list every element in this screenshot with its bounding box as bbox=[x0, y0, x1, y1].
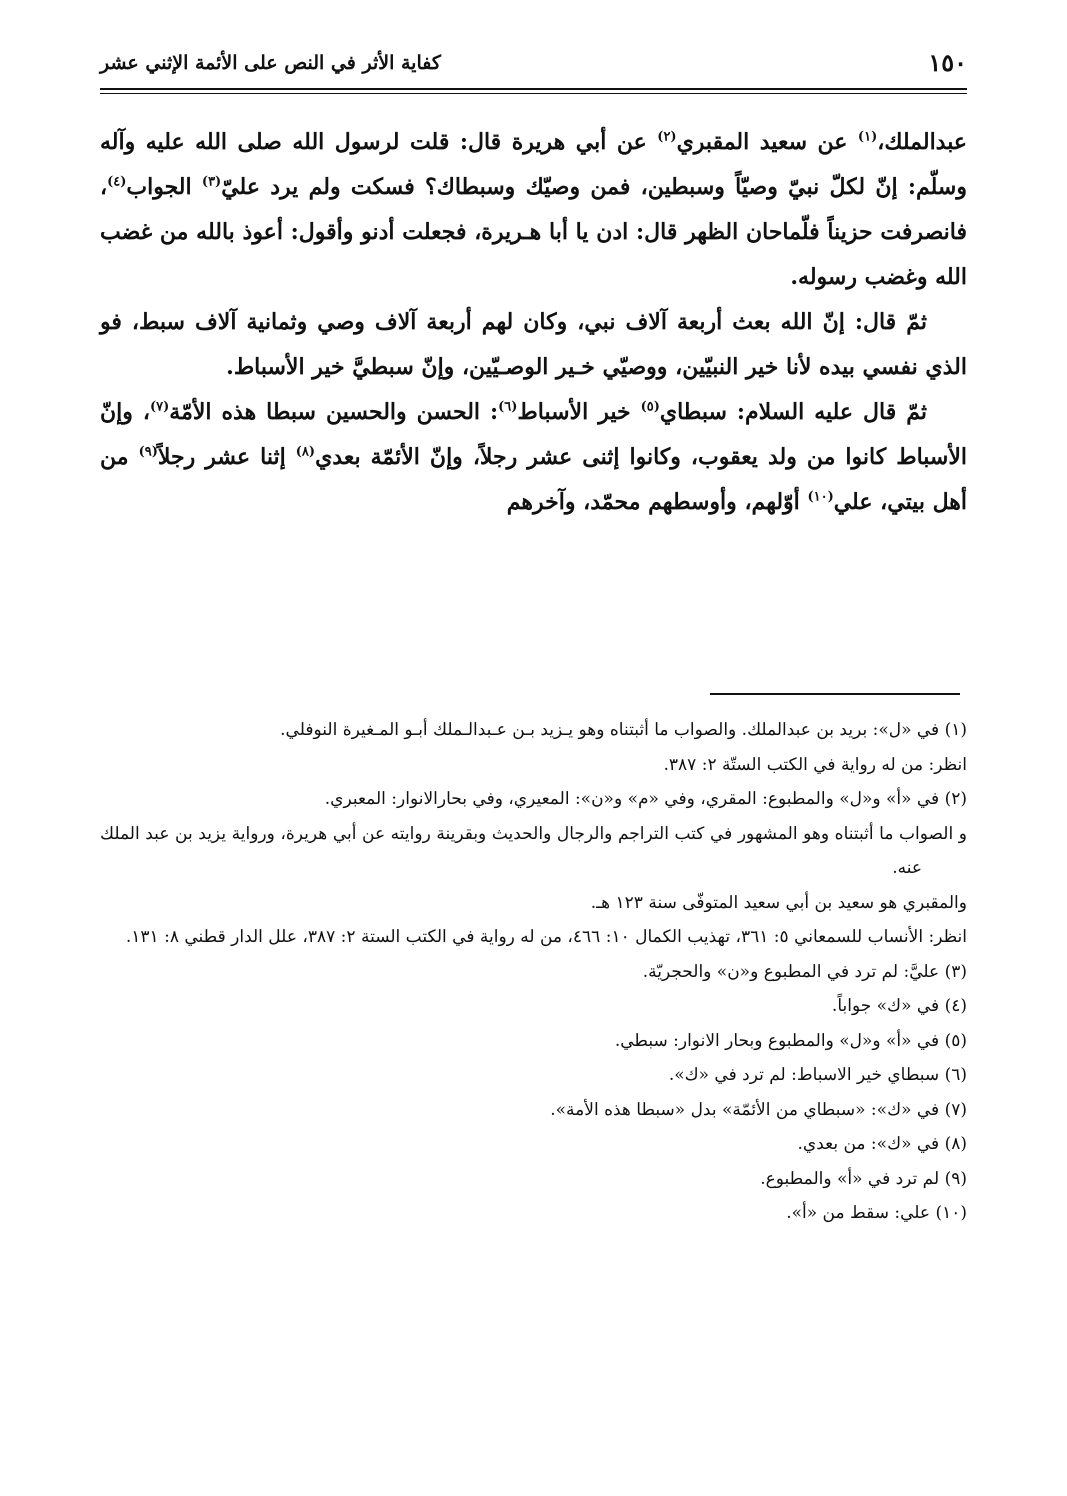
footnote-reference: (١٠) bbox=[807, 489, 834, 505]
body-text: ، وإنّ الأسباط كانوا من ولد يعقوب، وكانوا إثنى عشر رجلاً، وإنّ الأئمّة بعدي bbox=[100, 399, 967, 470]
body-text: ثمّ قال عليه السلام: سبطاي bbox=[659, 399, 927, 425]
footnote-separator bbox=[710, 693, 960, 695]
main-text bbox=[100, 120, 967, 525]
footnote-reference: (٥) bbox=[640, 399, 660, 415]
footnote: (٩) لم ترد في «أ» والمطبوع. bbox=[760, 1168, 967, 1189]
body-text: الجواب bbox=[126, 174, 202, 200]
body-paragraph bbox=[100, 390, 967, 525]
header-rule bbox=[100, 88, 967, 90]
footnote: (٢) في «أ» و«ل» والمطبوع: المقري، وفي «م» و«ن»: المعيري، وفي بحارالانوار: المعبري. bbox=[324, 789, 967, 809]
running-title: كفاية الأثر في النص على الأئمة الإثني عشر bbox=[100, 52, 441, 74]
footnote: (٣) عليَّ: لم ترد في المطبوع و«ن» والحجريّة. bbox=[642, 961, 967, 982]
footnote: (٨) في «ك»: من بعدي. bbox=[797, 1134, 967, 1154]
body-text: عن سعيد المقبري bbox=[676, 129, 858, 155]
page-number: ١٥٠ bbox=[928, 48, 967, 77]
body-text: أوّلهم، وأوسطهم محمّد، وآخرهم bbox=[506, 489, 808, 515]
footnote-reference: (٩) bbox=[138, 444, 158, 460]
body-text: ثمّ قال: إنّ الله بعث أربعة آلاف نبي، وكان لهم أربعة آلاف وصي وثمانية آلاف سبط، فو الذي نفسي بيده لأنا خير النبيّين، ووصيّي خـير الوصـيّين، وإنّ سبطيَّ خير الأسباط. bbox=[100, 309, 967, 380]
body-text: من أهل بيتي، علي bbox=[100, 444, 967, 515]
body-text: عبدالملك، bbox=[877, 129, 967, 155]
footnote-reference: (٧) bbox=[149, 399, 170, 415]
footnote-reference: (٢) bbox=[657, 129, 677, 145]
body-paragraph bbox=[100, 300, 967, 390]
footnote: (٦) سبطاي خير الاسباط: لم ترد في «ك». bbox=[668, 1065, 967, 1085]
body-text: : الحسن والحسين سبطا هذه الأمّة bbox=[169, 399, 499, 425]
body-text: عن أبي هريرة قال: قلت لرسول الله صلى الله عليه وآله وسلّم: إنّ لكلّ نبيّ وصيّاً وسبطين، فمن وصيّك وسبطاك؟ فسكت ولم يرد عليّ bbox=[100, 129, 967, 200]
footnote: (٧) في «ك»: «سبطاي من الأئمّة» بدل «سبطا هذه الأمة». bbox=[550, 1099, 967, 1120]
footnote-reference: (٣) bbox=[201, 174, 222, 190]
footnote: و الصواب ما أثبتناه وهو المشهور في كتب التراجم والرجال والحديث وبقرينة روايته عن أبي هريرة، ورواية يزيد بن عبد الملك عنه. bbox=[100, 823, 967, 878]
footnote: انظر: من له رواية في الكتب الستّة ٢: ٣٨٧. bbox=[663, 754, 967, 775]
footnote: (٥) في «أ» و«ل» والمطبوع وبحار الانوار: سبطي. bbox=[614, 1030, 967, 1051]
header-rule-thin bbox=[100, 93, 967, 94]
body-text: خير الأسباط bbox=[517, 399, 641, 425]
footnote: انظر: الأنساب للسمعاني ٥: ٣٦١، تهذيب الكمال ١٠: ٤٦٦، من له رواية في الكتب الستة ٢: ٣٨٧، علل الدار قطني ٨: ١٣١. bbox=[125, 927, 967, 947]
footnote: (١) في «ل»: بريد بن عبدالملك. والصواب ما أثبتناه وهو يـزيد بـن عـبدالـملك أبـو المـغيرة النوفلي. bbox=[280, 720, 967, 740]
footnote-reference: (٦) bbox=[498, 399, 518, 415]
body-paragraph bbox=[100, 120, 967, 300]
footnote-reference: (٤) bbox=[107, 174, 127, 190]
footnote: (٤) في «ك» جواباً. bbox=[831, 996, 967, 1016]
body-text: إثنا عشر رجلاً bbox=[157, 444, 296, 470]
body-text: ، فانصرفت حزيناً فلّماحان الظهر قال: ادن يا أبا هـريرة، فجعلت أدنو وأقول: أعوذ بالله من غضب الله وغضب رسوله. bbox=[100, 174, 967, 290]
footnotes bbox=[100, 713, 967, 1231]
page-header bbox=[100, 44, 967, 84]
footnote-reference: (١) bbox=[857, 129, 878, 145]
footnote: (١٠) علي: سقط من «أ». bbox=[786, 1203, 967, 1223]
footnote-reference: (٨) bbox=[295, 444, 316, 460]
footnote: والمقبري هو سعيد بن أبي سعيد المتوفّى سنة ١٢٣ هـ. bbox=[590, 892, 967, 913]
